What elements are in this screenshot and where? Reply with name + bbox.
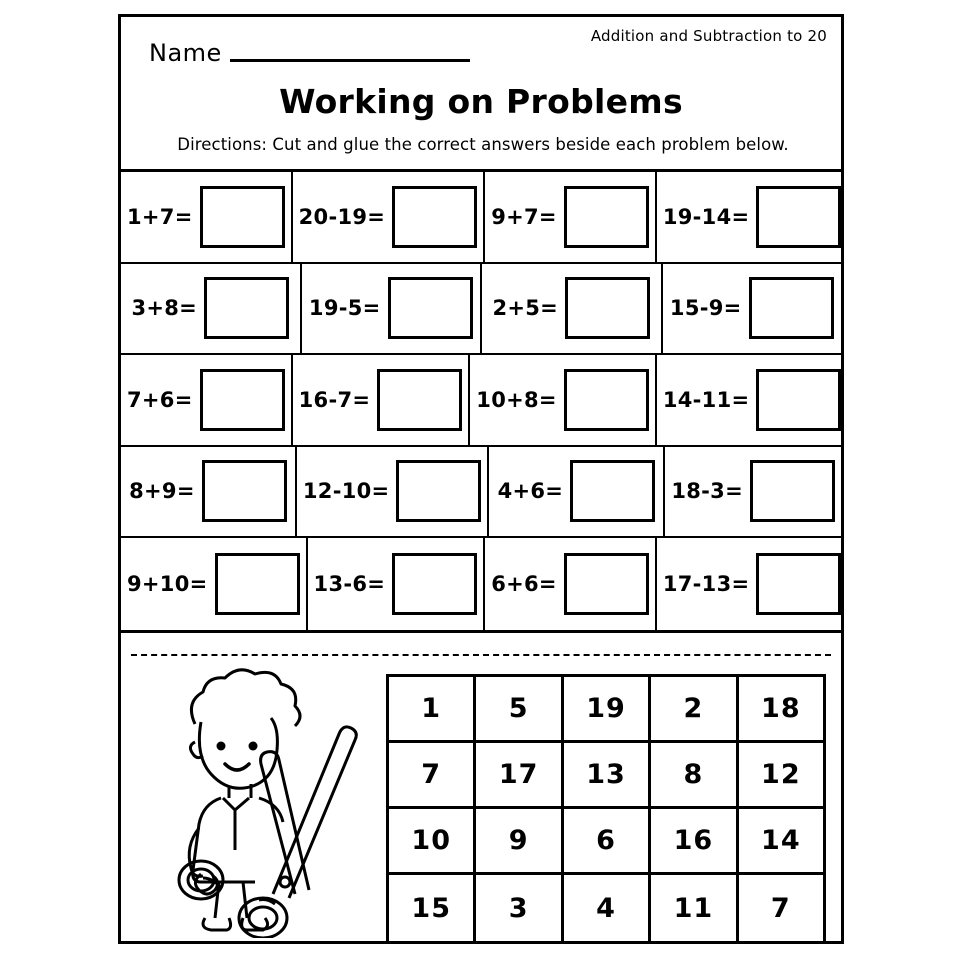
answer-box[interactable]: [570, 460, 655, 522]
problem-cell: [302, 264, 483, 354]
answer-tile[interactable]: 16: [651, 809, 738, 872]
answer-box[interactable]: [756, 369, 841, 431]
problem-row: [121, 447, 841, 539]
problem-expression: 13-6=: [313, 571, 386, 596]
answer-box[interactable]: [388, 277, 473, 339]
problem-expression: 19-5=: [308, 296, 381, 321]
problem-cell: [489, 447, 665, 537]
problem-cell: [121, 355, 293, 445]
problem-cell: [663, 264, 842, 354]
problem-expression: 8+9=: [129, 479, 195, 504]
problem-expression: 16-7=: [298, 387, 371, 412]
answer-bank-table: [386, 674, 826, 944]
problem-cell: [482, 264, 663, 354]
cut-and-glue-section: [121, 662, 841, 942]
problem-expression: 18-3=: [671, 479, 743, 504]
answer-tile[interactable]: 14: [761, 825, 801, 856]
answer-box[interactable]: [200, 369, 285, 431]
answer-box[interactable]: [564, 369, 649, 431]
problem-expression: 4+6=: [497, 479, 564, 504]
directions-text: Directions: Cut and glue the correct answers beside each problem below.: [177, 135, 789, 154]
answer-bank-row: [389, 677, 823, 743]
problem-expression: 9+10=: [127, 571, 208, 596]
answer-tile[interactable]: 18: [761, 693, 801, 724]
answer-box[interactable]: [750, 460, 835, 522]
problem-row: [121, 264, 841, 356]
problem-expression: 9+7=: [491, 204, 557, 229]
name-label: Name: [149, 39, 222, 67]
problem-expression: 6+6=: [491, 571, 557, 596]
answer-tile[interactable]: 6: [564, 809, 651, 872]
answer-box[interactable]: [392, 553, 477, 615]
problem-row: [121, 355, 841, 447]
answer-box[interactable]: [377, 369, 462, 431]
problem-expression: 15-9=: [669, 296, 742, 321]
problem-expression: 2+5=: [492, 296, 559, 321]
answer-box[interactable]: [564, 553, 649, 615]
answer-bank-row: [389, 875, 823, 941]
answer-box[interactable]: [202, 460, 287, 522]
answer-tile[interactable]: 1: [389, 677, 476, 740]
problem-cell: [297, 447, 490, 537]
page-title: Working on Problems: [279, 82, 683, 121]
worksheet-sheet: [118, 14, 844, 944]
problem-cell: [308, 538, 486, 630]
problem-expression: 1+7=: [127, 204, 193, 229]
problem-cell: [485, 172, 657, 262]
answer-box[interactable]: [756, 186, 841, 248]
answer-tile[interactable]: 19: [564, 677, 651, 740]
problem-cell: [657, 355, 848, 445]
worksheet-header: [121, 17, 841, 169]
answer-box[interactable]: [200, 186, 285, 248]
problem-cell: [657, 172, 848, 262]
problem-cell: [121, 264, 302, 354]
problem-cell: [293, 355, 471, 445]
problem-cell: [657, 538, 848, 630]
topic-label: Addition and Subtraction to 20: [590, 27, 827, 45]
answer-tile[interactable]: 5: [476, 677, 563, 740]
problem-expression: 12-10=: [302, 479, 390, 504]
answer-tile[interactable]: 11: [651, 875, 738, 941]
problem-expression: 10+8=: [476, 387, 557, 412]
answer-tile[interactable]: 13: [564, 743, 651, 806]
problem-expression: 14-11=: [662, 387, 750, 412]
answer-box[interactable]: [204, 277, 289, 339]
problem-row: [121, 538, 841, 630]
answer-tile[interactable]: 3: [476, 875, 563, 941]
problem-expression: 3+8=: [131, 296, 198, 321]
problem-expression: 7+6=: [127, 387, 193, 412]
answer-box[interactable]: [396, 460, 481, 522]
problem-cell: [121, 172, 293, 262]
cut-line-divider: [131, 654, 831, 656]
answer-tile[interactable]: 4: [564, 875, 651, 941]
answer-tile[interactable]: 15: [389, 875, 476, 941]
answer-box[interactable]: [756, 553, 841, 615]
answer-box[interactable]: [749, 277, 834, 339]
problem-expression: 17-13=: [662, 571, 750, 596]
name-field-row: [149, 39, 470, 67]
answer-box[interactable]: [215, 553, 300, 615]
problem-expression: 19-14=: [662, 204, 750, 229]
problem-cell: [121, 538, 308, 630]
answer-tile[interactable]: 17: [476, 743, 563, 806]
problem-cell: [470, 355, 657, 445]
answer-tile[interactable]: 10: [389, 809, 476, 872]
problem-expression: 20-19=: [298, 204, 386, 229]
problem-grid: [121, 169, 841, 633]
answer-box[interactable]: [392, 186, 477, 248]
answer-box[interactable]: [564, 186, 649, 248]
answer-tile[interactable]: 9: [476, 809, 563, 872]
answer-tile[interactable]: 7: [770, 892, 791, 924]
problem-cell: [665, 447, 841, 537]
answer-tile[interactable]: 8: [651, 743, 738, 806]
problem-cell: [293, 172, 486, 262]
answer-tile[interactable]: 2: [651, 677, 738, 740]
answer-bank-row: [389, 809, 823, 875]
answer-tile[interactable]: 12: [761, 759, 801, 790]
name-input-line[interactable]: [230, 59, 470, 62]
problem-cell: [121, 447, 297, 537]
problem-cell: [485, 538, 657, 630]
answer-bank-row: [389, 743, 823, 809]
answer-box[interactable]: [565, 277, 650, 339]
answer-tile[interactable]: 7: [389, 743, 476, 806]
boy-with-scissors-icon: [143, 668, 383, 938]
problem-row: [121, 172, 841, 264]
